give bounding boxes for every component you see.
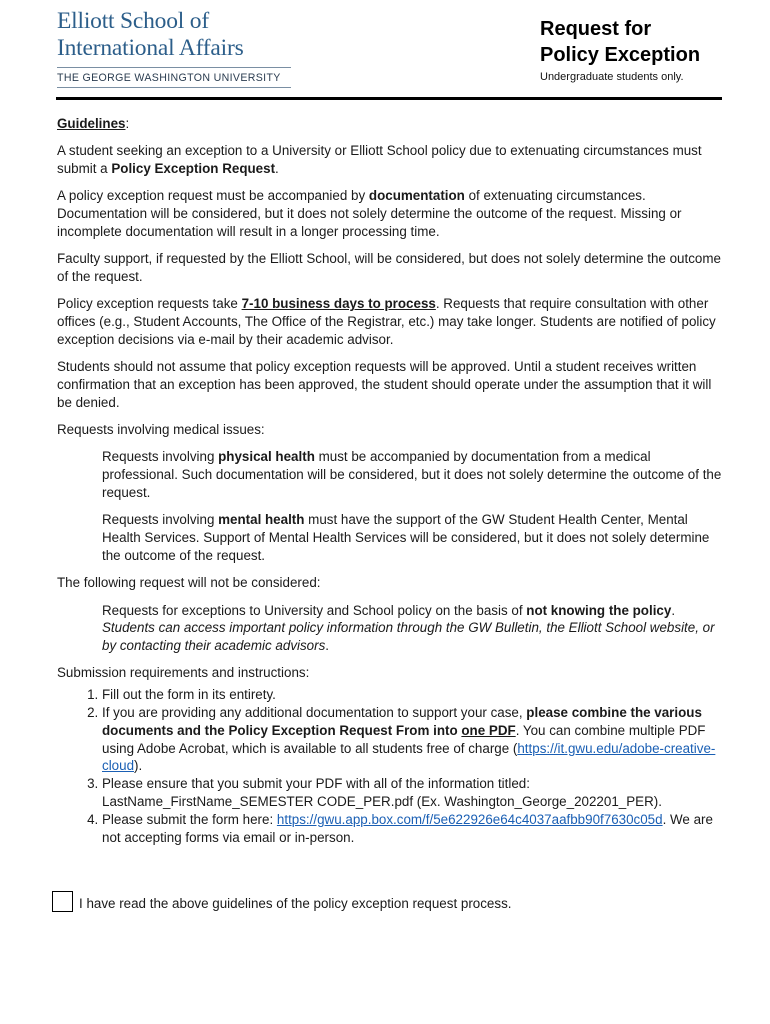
logo-line-1: Elliott School of <box>57 8 209 34</box>
text: must have the support of the GW Student Health Center, Mental Health Services. Support of Mental Health Services will be considered, but it does not solely determine the outcome of the request. <box>102 512 710 563</box>
paragraph-physical-health <box>102 448 729 501</box>
acknowledge-label: I have read the above guidelines of the policy exception request process. <box>79 896 512 911</box>
text: Requests involving <box>102 512 219 528</box>
header-divider <box>56 97 722 100</box>
text: A policy exception request must be accompanied by <box>57 188 369 204</box>
list-item <box>102 811 729 847</box>
text: must be accompanied by documentation from a medical professional. Such documentation will be considered, but it does not solely determine the outcome of the request. <box>102 449 722 501</box>
text: of extenuating circumstances. Documentation will be considered, but it does not solely determine the outcome of the request. Missing or incomplete documentation will result in a longer processing time. <box>57 188 682 239</box>
bold-text: Policy Exception Request <box>111 161 276 177</box>
text: ). <box>134 758 143 774</box>
guidelines-content <box>57 115 729 846</box>
bold-text: mental health <box>218 512 305 528</box>
text: Policy exception requests take <box>57 296 242 312</box>
paragraph-5: Students should not assume that policy exception requests will be approved. Until a student receives written confirmation that an exception has been approved, the student should operate under the assumption that it will be denied. <box>57 359 712 410</box>
text: If you are providing any additional documentation to support your case, <box>102 705 527 721</box>
text: . Requests that require consultation with other offices (e.g., Student Accounts, The Office of the Registrar, etc.) may take longer. Students are notified of policy exception decisions via e-mail by their academic advisor. <box>57 296 716 347</box>
adobe-link[interactable]: https://it.gwu.edu/adobe-creative-cloud <box>102 740 716 774</box>
logo-rule-bottom <box>57 87 291 88</box>
italic-text: Students can access important policy information through the GW Bulletin, the Elliott School website, or by contacting their academic advisors <box>102 620 715 654</box>
submission-link[interactable]: https://gwu.app.box.com/f/5e622926e64c4037aafbb90f7630c05d <box>276 811 663 827</box>
list-item: 3. Please ensure that you submit your PDF with all of the information titled: LastName_FirstName_SEMESTER CODE_PER.pdf (Ex. Washington_George_202201_PER). <box>102 775 729 811</box>
logo-rule <box>57 67 291 68</box>
instructions-list <box>57 686 729 846</box>
paragraph-9: The following request will not be considered: <box>57 575 321 591</box>
logo-line-2: International Affairs <box>57 35 244 61</box>
form-title <box>540 16 700 83</box>
paragraph-not-knowing <box>102 602 729 655</box>
logo-university: THE GEORGE WASHINGTON UNIVERSITY <box>57 72 281 84</box>
text: . <box>671 602 676 618</box>
paragraph-3: Faculty support, if requested by the Elliott School, will be considered, but does not solely determine the outcome of the request. <box>57 251 721 285</box>
text: Requests involving <box>102 449 219 465</box>
guidelines-label: Guidelines <box>57 116 126 131</box>
bold-text: not knowing the policy <box>526 602 672 618</box>
title-subtitle: Undergraduate students only. <box>540 71 684 83</box>
text: Please submit the form here: <box>102 811 277 827</box>
text: Requests for exceptions to University and School policy on the basis of <box>102 602 527 618</box>
title-line-2: Policy Exception <box>540 44 701 66</box>
bold-text: documentation <box>368 188 465 204</box>
paragraph-mental-health <box>102 511 729 564</box>
paragraph-4 <box>57 295 729 348</box>
paragraph-11: Submission requirements and instructions: <box>57 665 310 681</box>
list-item: 1. Fill out the form in its entirety. <box>102 686 729 704</box>
bold-text: please combine the various documents and the Policy Exception Request From into <box>102 705 702 738</box>
text: . <box>325 638 330 654</box>
title-line-1: Request for <box>540 18 652 40</box>
paragraph-1 <box>57 142 729 178</box>
paragraph-2 <box>57 187 729 240</box>
guidelines-heading: Guidelines: <box>57 116 130 131</box>
text: A student seeking an exception to a University or Elliott School policy due to extenuating circumstances must submit a <box>57 143 702 177</box>
text: . <box>275 161 279 177</box>
bold-underlined-text: 7-10 business days to process <box>241 296 436 312</box>
acknowledge-checkbox[interactable] <box>52 891 73 912</box>
bold-underlined-text: one PDF <box>461 722 516 738</box>
bold-text: physical health <box>218 449 315 465</box>
text: . You can combine multiple PDF using Adobe Acrobat, which is available to all students free of charge ( <box>102 722 706 756</box>
school-logo <box>57 8 293 88</box>
list-item <box>102 704 729 775</box>
paragraph-6: Requests involving medical issues: <box>57 422 265 438</box>
text: . We are not accepting forms via email or in-person. <box>102 811 713 845</box>
